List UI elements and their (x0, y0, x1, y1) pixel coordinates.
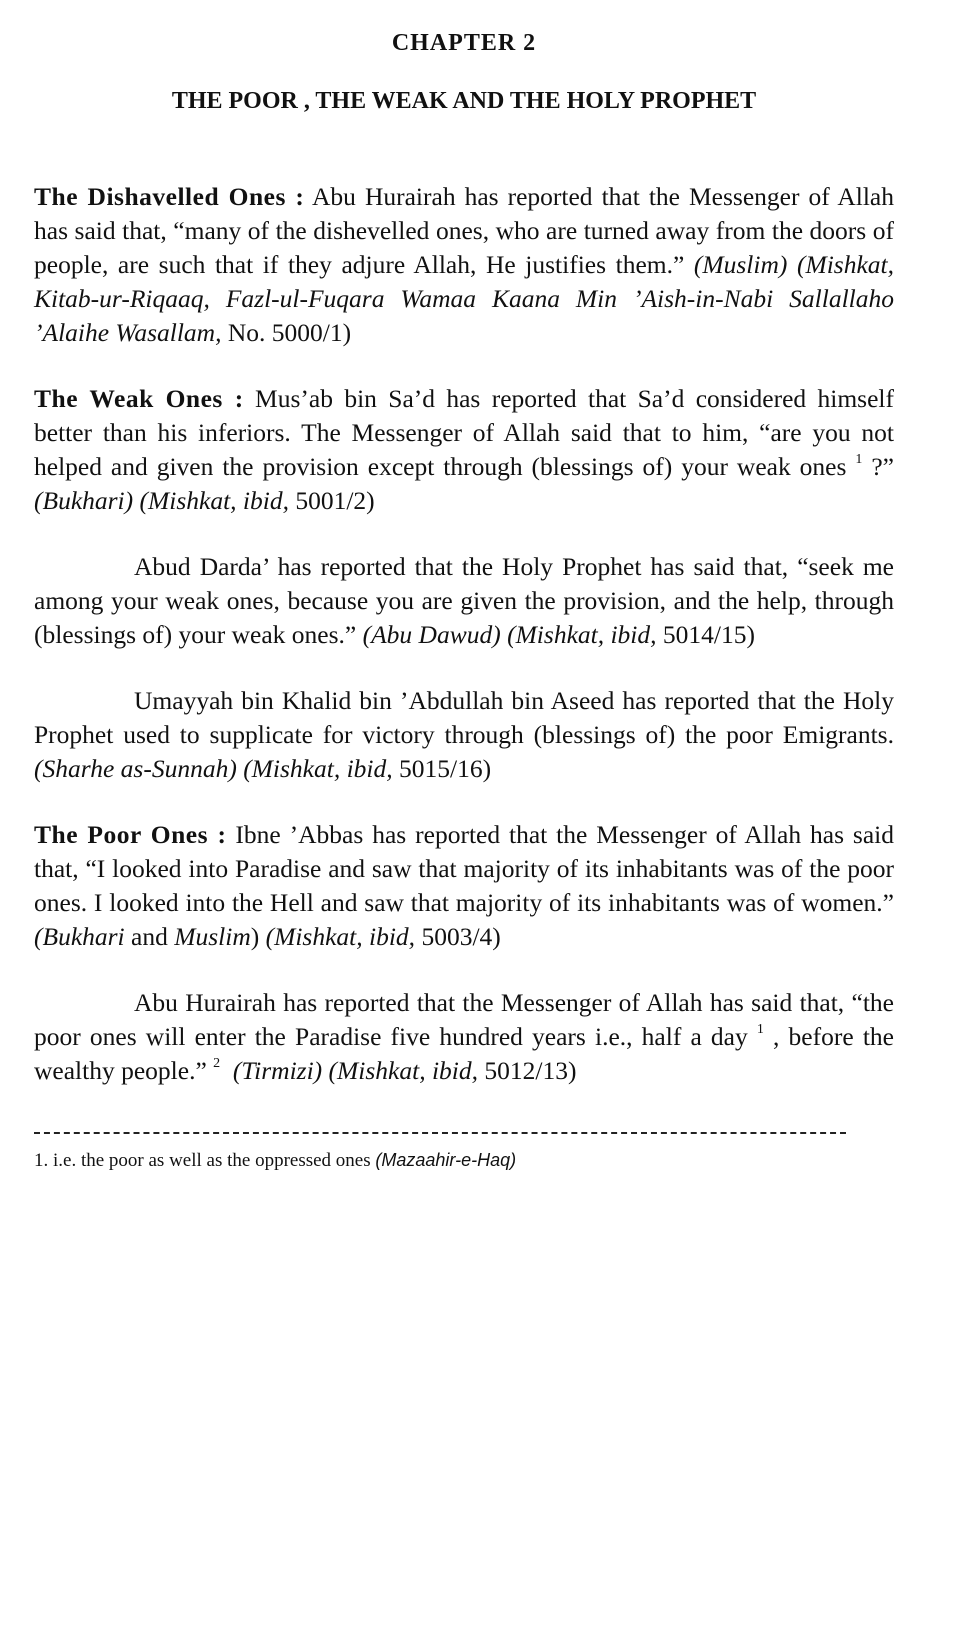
section-heading: The Poor Ones : (34, 820, 227, 849)
paragraph-weak (34, 382, 894, 518)
footnote-marker: 1 (756, 1022, 764, 1037)
section-heading: The Weak Ones : (34, 384, 244, 413)
citation: (Bukhari) (34, 486, 134, 515)
spacer (220, 1056, 233, 1085)
document-page (34, 0, 894, 1173)
citation-number: 5001/2) (288, 486, 375, 515)
citation-number: 5003/4) (415, 922, 501, 951)
footnote-marker: 2 (213, 1056, 221, 1071)
citation-number: 5012/13) (478, 1056, 577, 1085)
citation: (Bukhari (34, 922, 125, 951)
citation-number: 5014/15) (656, 620, 755, 649)
footnote (34, 1148, 894, 1173)
citation: (Mishkat, ibid, (243, 754, 393, 783)
paragraph-text: Abu Hurairah has reported that the Messenger of Allah has said that, “the poor ones will enter the Paradise five hundred years i.e., half a day (34, 988, 894, 1051)
chapter-title: THE POOR , THE WEAK AND THE HOLY PROPHET (171, 88, 757, 114)
paragraph-darda (34, 550, 894, 652)
chapter-label: CHAPTER 2 (391, 30, 537, 56)
citation: (Tirmizi) (232, 1056, 323, 1085)
paragraph-text: Mus’ab bin Sa’d has reported that Sa’d considered himself better than his inferiors. The Messenger of Allah said that to him, “are you not helped and given the provision except through (blessings of) your weak ones (34, 384, 894, 481)
footnote-divider (34, 1132, 846, 1134)
paragraph-text: Umayyah bin Khalid bin ’Abdullah bin Aseed has reported that the Holy Prophet used to supplicate for victory through (blessings of) the poor Emigrants. (34, 686, 894, 749)
paragraph-hurairah (34, 986, 894, 1088)
footnote-text: 1. i.e. the poor as well as the oppressed ones (34, 1150, 376, 1171)
paragraph-text: Ibne ’Abbas has reported that the Messenger of Allah has said that, “I looked into Paradise and saw that majority of its inhabitants was of the poor ones. I looked into the Hell and saw that majority of its inhabitants was of women.” (34, 820, 894, 917)
citation: (Abu Dawud) (362, 620, 501, 649)
paragraph-text: Abud Darda’ has reported that the Holy Prophet has said that, “seek me among your weak ones, because you are given the provision, and the help, through (blessings of) your weak ones.” (34, 552, 894, 649)
citation: (Mishkat, Kitab-ur-Riqaaq, Fazl-ul-Fuqara Wamaa Kaana Min ’Aish-in-Nabi Sallallaho ’Alaihe Wasallam, (34, 250, 894, 347)
citation: (Mishkat, ibid, (507, 620, 657, 649)
paragraph-poor (34, 818, 894, 954)
section-heading: The Dishavelled Ones : (34, 182, 305, 211)
citation-connector: and (124, 922, 175, 951)
citation: (Mishkat, ibid, (328, 1056, 478, 1085)
citation: (Mishkat, ibid, (139, 486, 289, 515)
paragraph-dishevelled (34, 180, 894, 350)
paragraph-text: Abu Hurairah has reported that the Messenger of Allah has said that, “many of the dishevelled ones, who are turned away from the doors of people, are such that if they adjure Allah, He justifies them.” (34, 182, 894, 279)
citation: (Sharhe as-Sunnah) (34, 754, 237, 783)
citation: (Mishkat, ibid, (265, 922, 416, 951)
paragraph-text: ?” (862, 452, 894, 481)
paragraph-umayyah (34, 684, 894, 786)
citation-number: 5015/16) (392, 754, 492, 783)
citation-number: No. 5000/1) (221, 318, 352, 347)
citation: Muslim (174, 922, 251, 951)
citation-close: ) (250, 922, 260, 951)
footnote-marker: 1 (855, 452, 863, 467)
footnote-source: (Mazaahir-e-Haq) (375, 1150, 517, 1170)
citation: (Muslim) (693, 250, 788, 279)
paragraph-text: , before the wealthy people.” (34, 1022, 894, 1085)
